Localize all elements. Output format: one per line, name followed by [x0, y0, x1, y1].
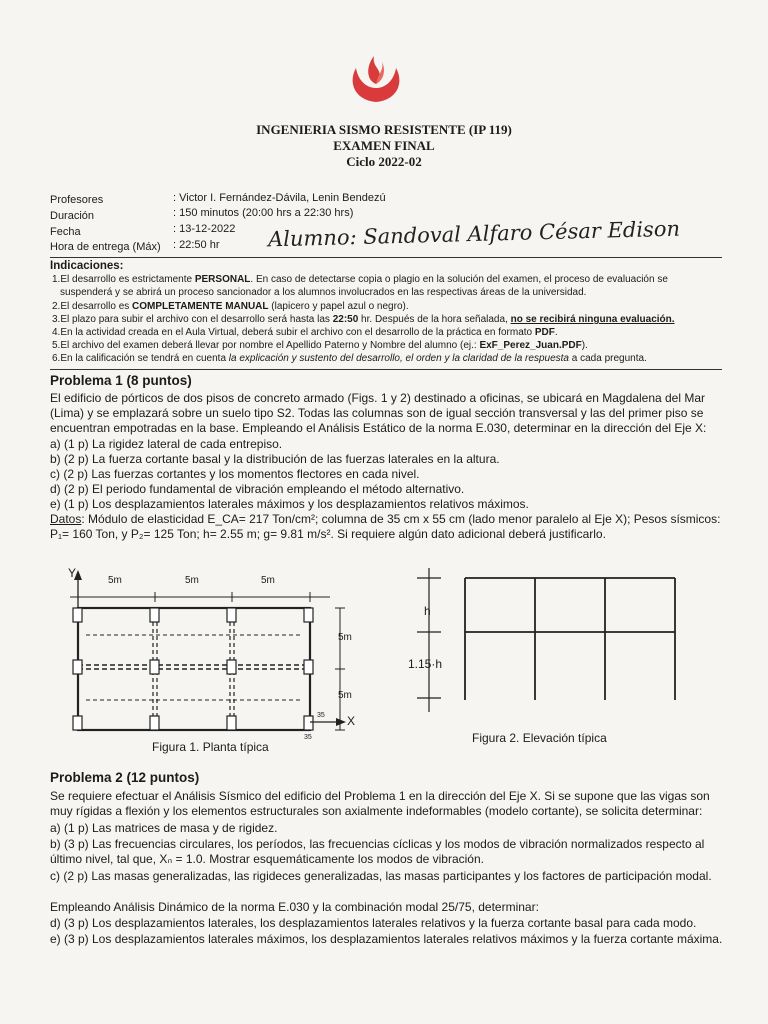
figura1-bay-1: 5m: [338, 632, 352, 643]
problema1-intro: El edificio de pórticos de dos pisos de concreto armado (Figs. 1 y 2) destinado a oficinas, se ubicará en Magdalena del Mar (Lima) y se emplazará sobre un suelo tipo S2. Todas las columnas son de igual sección transversal y las del primer piso se encuentran empotradas en la base. Empleando el Análisis Estático de la norma E.030, determinar en la dirección del Eje X:: [50, 391, 707, 435]
problema2-intro: Se requiere efectuar el Análisis Sísmico del edificio del Problema 1 en la dirección del Eje X. Si se supone que las vigas son muy rígidas a flexión y los elementos estructurales son axialmente indeformables (modelo cortante), se solicita determinar:: [50, 789, 710, 818]
indicaciones-divider: [50, 369, 722, 370]
problema2-item-c: c) (2 p) Las masas generalizadas, las rigideces generalizadas, las masas participantes y los factores de participación modal.: [50, 869, 712, 883]
meta-value-hora: : 22:50 hr: [173, 239, 220, 251]
problema1-item-b: b) (2 p) La fuerza cortante basal y la distribución de las fuerzas laterales en la altura.: [50, 452, 500, 466]
indicacion-2: 2.El desarrollo es COMPLETAMENTE MANUAL (lapicero y papel azul o negro).: [52, 301, 409, 312]
meta-value-fecha: : 13-12-2022: [173, 223, 236, 235]
problema1-item-d: d) (2 p) El periodo fundamental de vibración empleando el método alternativo.: [50, 482, 465, 496]
meta-value-profesores: : Victor I. Fernández-Dávila, Lenin Bendezú: [173, 192, 386, 204]
student-name-handwritten: Alumno: Sandoval Alfaro César Edison: [267, 216, 681, 252]
figura1-col-dim-1: 35: [317, 712, 325, 719]
figura2-caption: Figura 2. Elevación típica: [472, 731, 607, 745]
figura2-h-upper: h: [424, 604, 431, 618]
figura1-span-1: 5m: [108, 575, 122, 586]
meta-value-duracion: : 150 minutos (20:00 hrs a 22:30 hrs): [173, 207, 354, 219]
problema1-item-c: c) (2 p) Las fuerzas cortantes y los momentos flectores en cada nivel.: [50, 467, 420, 481]
problema1-title: Problema 1 (8 puntos): [50, 373, 192, 388]
problema2-item-b-cont: último nivel, tal que, Xₙ = 1.0. Mostrar esquemáticamente los modos de vibración.: [50, 852, 484, 866]
course-title: INGENIERIA SISMO RESISTENTE (IP 119): [256, 122, 512, 137]
indicacion-1: 1.El desarrollo es estrictamente PERSONAL. En caso de detectarse copia o plagio en la solución del examen, el proceso de evaluación se: [52, 274, 668, 285]
indicacion-6: 6.En la calificación se tendrá en cuenta la explicación y sustento del desarrollo, el orden y la claridad de la respuesta a cada pregunta.: [52, 353, 647, 364]
indicacion-1-cont: suspenderá y se abrirá un proceso sancionador a los alumnos involucrados en las respectivas áreas de la universidad.: [60, 287, 587, 298]
figura2-elevation-drawing: [405, 560, 735, 720]
meta-divider: [50, 257, 722, 258]
figura1-caption: Figura 1. Planta típica: [152, 740, 269, 754]
problema2-title: Problema 2 (12 puntos): [50, 770, 200, 785]
university-logo: [346, 50, 406, 105]
indicacion-3: 3.El plazo para subir el archivo con el desarrollo será hasta las 22:50 hr. Después de la hora señalada, no se recibirá ninguna evaluación.: [52, 314, 675, 325]
figura1-plan-drawing: [40, 560, 380, 760]
indicacion-5: 5.El archivo del examen deberá llevar por nombre el Apellido Paterno y Nombre del alumno (ej.: ExF_Perez_Juan.PDF).: [52, 340, 588, 351]
figura1-axis-x: X: [347, 714, 356, 728]
figura1-col-dim-2: 35: [304, 734, 312, 741]
indicacion-4: 4.En la actividad creada en el Aula Virtual, deberá subir el archivo con el desarrollo de la práctica en formato PDF.: [52, 327, 558, 338]
problema2-item-d: d) (3 p) Los desplazamientos laterales, los desplazamientos laterales relativos y la fuerza cortante basal para cada modo.: [50, 916, 697, 930]
meta-label-fecha: Fecha: [50, 226, 81, 238]
meta-label-profesores: Profesores: [50, 194, 104, 206]
meta-label-duracion: Duración: [50, 210, 95, 222]
problema2-item-a: a) (1 p) Las matrices de masa y de rigidez.: [50, 821, 278, 835]
meta-label-hora: Hora de entrega (Máx): [50, 241, 161, 253]
figura1-axis-y: Y: [68, 566, 77, 580]
figura1-bay-2: 5m: [338, 690, 352, 701]
indicaciones-title: Indicaciones:: [50, 260, 124, 272]
figura2-h-lower: 1.15·h: [408, 657, 443, 671]
figura1-span-3: 5m: [261, 575, 275, 586]
problema1-item-e: e) (1 p) Los desplazamientos laterales máximos y los desplazamientos relativos máximos.: [50, 497, 529, 511]
problema2-item-b: b) (3 p) Las frecuencias circulares, los períodos, las frecuencias cíclicas y los modos de vibración normalizados respecto al: [50, 837, 705, 851]
cycle-label: Ciclo 2022-02: [346, 154, 422, 169]
problema1-item-a: a) (1 p) La rigidez lateral de cada entrepiso.: [50, 437, 283, 451]
problema1-datos: Datos: Módulo de elasticidad E_CA= 217 Ton/cm²; columna de 35 cm x 55 cm (lado menor paralelo al Eje X); Pesos sísmicos: P₁= 160 Ton, y P₂= 125 Ton; h= 2.55 m; g= 9.81 m/s². Si requiere algún dato adicional deberá justificarlo.: [50, 512, 721, 541]
figura1-span-2: 5m: [185, 575, 199, 586]
exam-title: EXAMEN FINAL: [333, 138, 435, 153]
problema2-intro2: Empleando Análisis Dinámico de la norma E.030 y la combinación modal 25/75, determinar:: [50, 900, 539, 914]
problema2-item-e: e) (3 p) Los desplazamientos laterales máximos, los desplazamientos laterales relativos máximos y la fuerza cortante máxima.: [50, 932, 723, 946]
